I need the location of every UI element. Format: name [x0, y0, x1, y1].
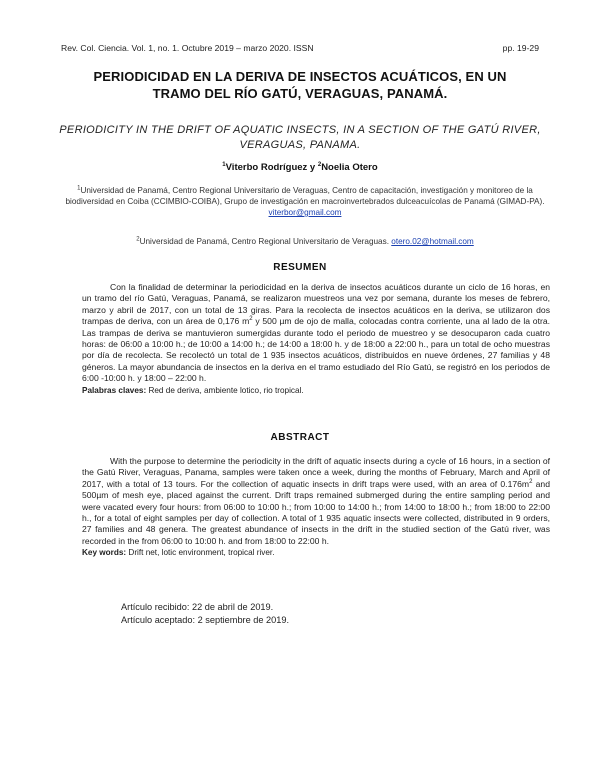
resumen-body: [82, 282, 550, 396]
resumen-text-1: Con la finalidad de determinar la periodicidad en la deriva de insectos acuáticos durante un ciclo de 16 horas, en un tramo del río Gatú, Veraguas, Panamá, se realizaron muestreos una vez por semana, durante los meses de febrero, marzo y abril de 2017, con un total de 13 giras. Para la recolecta de insectos acuáticos en la deriva, se utilizaron dos trampas de deriva, con un área de 0,176 m: [82, 282, 550, 327]
article-dates: [121, 601, 289, 627]
resumen-keywords-label: Palabras claves:: [82, 385, 149, 395]
abstract-body: [82, 456, 550, 558]
paper-title-es: [40, 68, 560, 102]
abstract-sup: 2: [529, 478, 533, 485]
title-es-line2: TRAMO DEL RÍO GATÚ, VERAGUAS, PANAMÁ.: [152, 86, 448, 101]
running-header: [61, 43, 539, 53]
affiliation-2-text: Universidad de Panamá, Centro Regional Universitario de Veraguas.: [139, 237, 392, 246]
author1-sup: 1: [222, 161, 226, 168]
abstract-keywords-label: Key words:: [82, 548, 129, 558]
email-link-2[interactable]: otero.02@hotmail.com: [391, 237, 474, 246]
header-pages: pp. 19-29: [502, 43, 539, 53]
header-citation: Rev. Col. Ciencia. Vol. 1, no. 1. Octubre 2019 – marzo 2020. ISSN: [61, 43, 314, 53]
abstract-heading: ABSTRACT: [270, 432, 330, 443]
author2: Noelia Otero: [321, 162, 378, 173]
title-es-line1: PERIODICIDAD EN LA DERIVA DE INSECTOS ACUÁTICOS, EN UN: [93, 69, 507, 84]
abstract-keywords: [82, 547, 550, 558]
author2-sup: 2: [317, 161, 322, 168]
resumen-keywords: [82, 385, 550, 396]
abstract-text-2: and 500µm of mesh eye, placed against the current. Drift traps remained submerged during the entire sampling period and were vacated every four hours: from 06:00 to 10:00 h.; from 10:00 to 14:00 h.; from 14:00 to 18:00 h.; from 18:00 to 22:00 h., for a total of eight samples per day of collection. A total of 1 935 aquatic insects were collected, distributed in 9 orders, 27 families and 48 genera. The greatest abundance of insects in the drift in the studied section of the Gatú river, was recorded in the from 06:00 to 10:00 h. and from 18:00 to 22:00 h.: [82, 478, 550, 546]
resumen-text-2: y 500 µm de ojo de malla, colocadas contra corriente, una al lado de la otra. Las trampas de deriva se mantuvieron sumergidas durante todo el periodo de muestreo y se desocuparon cada cuatro horas: de 06:00 a 10:00 h.; de 10:00 a 14:00 h.; de 14:00 a 18:00 h. y de 18:00 a 22:00 h., para un total de ocho muestras por día de recolecta. Se recolectó un total de 1 935 insectos acuáticos, distribuidos en nueve órdenes, 27 familias y 48 géneros. La mayor abundancia de insectos en la deriva en el tramo estudiado del Río Gatú, se registró en los periodos de 6:00 -10:00 h. y 18:00 – 22:00 h.: [82, 316, 550, 384]
abstract-keywords-text: Drift net, lotic environment, tropical river.: [128, 548, 275, 558]
date-accepted: Artículo aceptado: 2 septiembre de 2019.: [121, 615, 290, 625]
affiliation-1: [60, 185, 550, 218]
resumen-heading: RESUMEN: [273, 262, 327, 273]
abstract-text-1: With the purpose to determine the periodicity in the drift of aquatic insects during a cycle of 16 hours, in a section of the Gatú River, Veraguas, Panama, samples were taken once a week, during the months of February, March and April of 2017, with a total of 13 tours. For the collection of aquatic insects in drift traps were used, with an area of 0.176m: [82, 456, 550, 489]
affiliation-2: [60, 236, 550, 247]
date-received: Artículo recibido: 22 de abril de 2019.: [121, 602, 274, 612]
authors: [40, 162, 560, 173]
affiliation-1-text: Universidad de Panamá, Centro Regional Universitario de Veraguas, Centro de capacitación, investigación y monitoreo de la biodiversidad en Coiba (CCIMBIO-COIBA), Grupo de investigación en macroinvertebrados dulceacuícolas de Panamá (GIMAD-PA).: [65, 186, 545, 206]
resumen-keywords-text: Red de deriva, ambiente lotico, rio tropical.: [148, 385, 304, 395]
email-link-1[interactable]: viterbor@gmail.com: [268, 208, 342, 217]
paper-title-en: [40, 123, 560, 153]
resumen-sup: 2: [249, 316, 253, 323]
title-en-line2: VERAGUAS, PANAMA.: [239, 139, 361, 151]
title-en-line1: PERIODICITY IN THE DRIFT OF AQUATIC INSECTS, IN A SECTION OF THE GATÚ RIVER,: [59, 124, 541, 136]
author1: Viterbo Rodríguez y: [225, 162, 318, 173]
abstract-paragraph: [82, 456, 550, 547]
resumen-paragraph: [82, 282, 550, 385]
affiliation-1-sup: 1: [77, 185, 81, 192]
affiliation-2-sup: 2: [136, 236, 140, 243]
